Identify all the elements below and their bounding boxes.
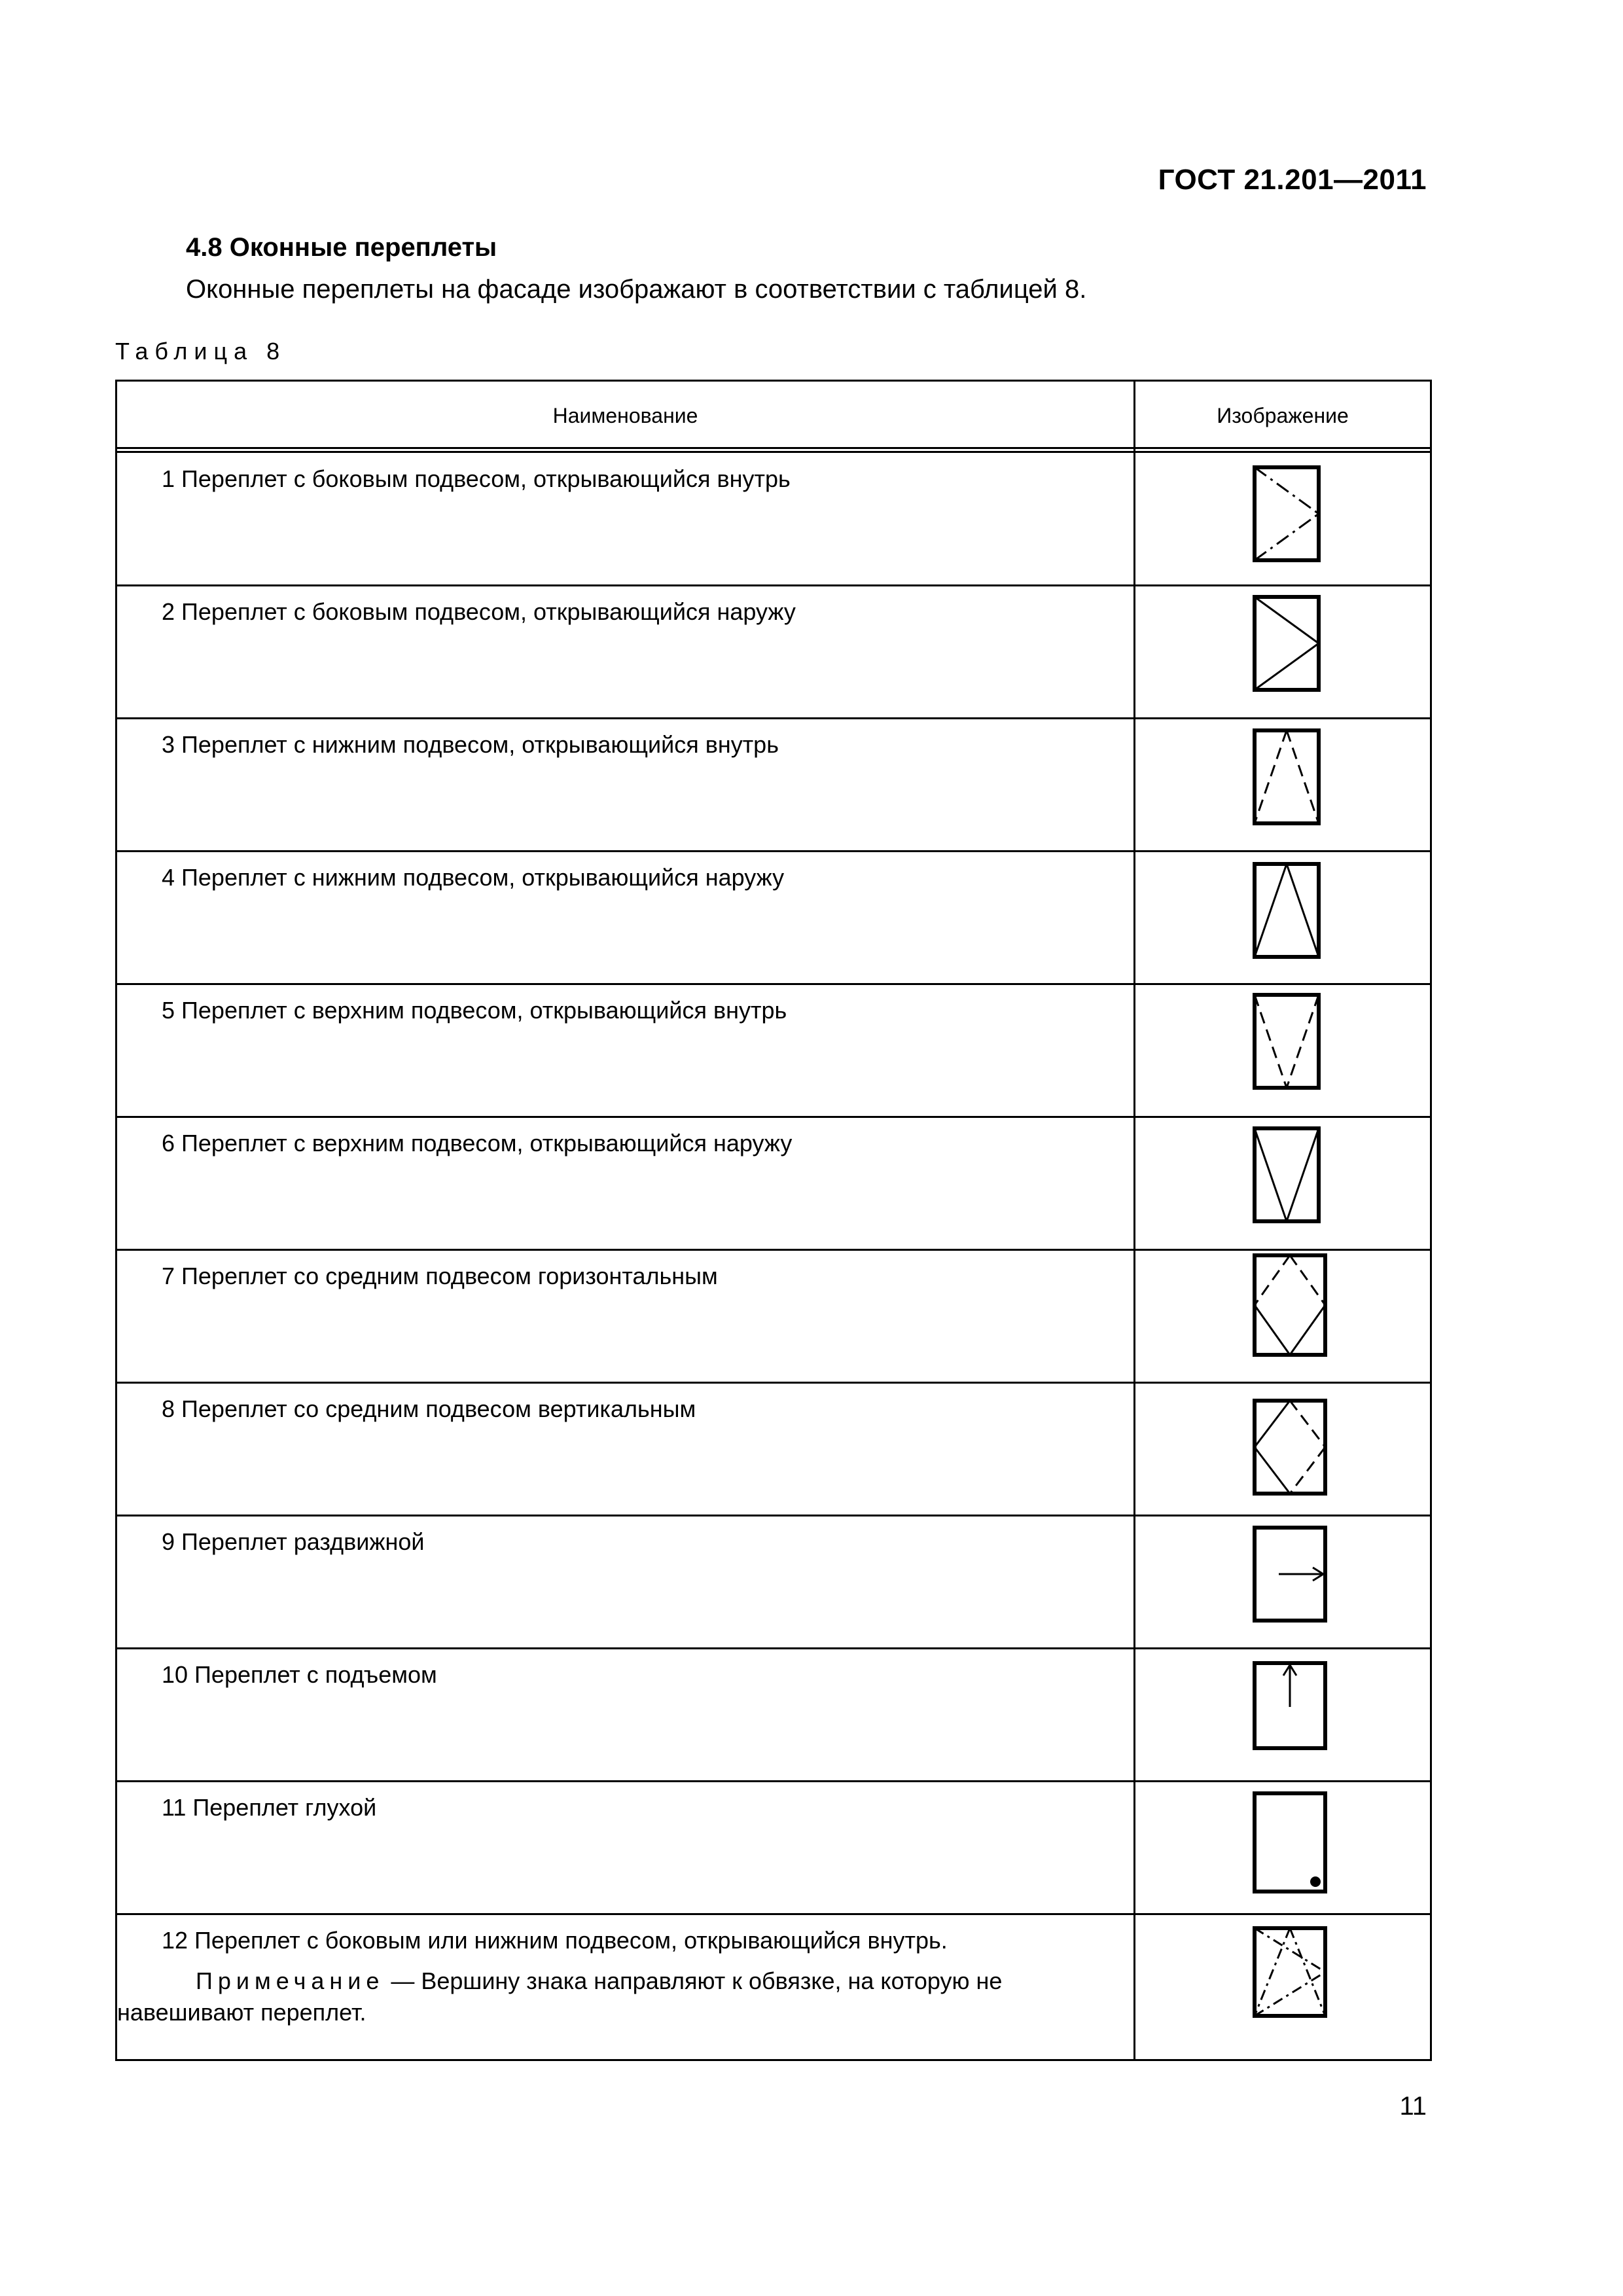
- table-row-label: 10 Переплет с подъемом: [162, 1661, 437, 1688]
- row-rule: [117, 1647, 1430, 1649]
- bottom-hung-outward-icon: [1253, 862, 1325, 960]
- table-row-label: 12 Переплет с боковым или нижним подвесом, открывающийся внутрь.: [162, 1927, 948, 1954]
- row-rule: [117, 983, 1430, 985]
- header-image: Изображение: [1217, 404, 1349, 427]
- header-rule: [117, 451, 1430, 453]
- table-row-label: 5 Переплет с верхним подвесом, открывающийся внутрь: [162, 997, 787, 1024]
- table-row-label: 6 Переплет с верхним подвесом, открывающийся наружу: [162, 1130, 793, 1157]
- center-pivot-vertical-icon: [1253, 1399, 1329, 1497]
- tilt-turn-inward-icon: [1253, 1926, 1329, 2018]
- window-sash-table: [115, 380, 1432, 2061]
- row-rule: [117, 1780, 1430, 1782]
- row-rule: [117, 584, 1430, 586]
- table-caption: Таблица 8: [115, 338, 287, 365]
- row-rule: [117, 717, 1430, 719]
- table-row-label: 3 Переплет с нижним подвесом, открывающийся внутрь: [162, 731, 779, 758]
- side-hung-outward-icon: [1253, 595, 1325, 693]
- top-hung-inward-icon: [1253, 993, 1325, 1091]
- side-hung-inward-icon: [1253, 465, 1325, 564]
- table-note: [117, 1965, 1118, 2028]
- note-label: Примечание: [196, 1967, 385, 1994]
- column-divider: [1133, 382, 1135, 2059]
- center-pivot-horizontal-icon: [1253, 1253, 1329, 1358]
- table-row-label: 8 Переплет со средним подвесом вертикальным: [162, 1395, 696, 1422]
- table-row-label: 11 Переплет глухой: [162, 1794, 377, 1821]
- table-row-label: 7 Переплет со средним подвесом горизонтальным: [162, 1263, 718, 1289]
- page-number: 11: [1399, 2092, 1427, 2121]
- table-row-label: 4 Переплет с нижним подвесом, открывающийся наружу: [162, 864, 785, 891]
- bottom-hung-inward-icon: [1253, 728, 1325, 827]
- document-code: ГОСТ 21.201—2011: [1158, 164, 1427, 196]
- table-row-label: 1 Переплет с боковым подвесом, открывающийся внутрь: [162, 465, 791, 492]
- row-rule: [117, 1913, 1430, 1915]
- row-rule: [117, 1116, 1430, 1118]
- table-row-label: 9 Переплет раздвижной: [162, 1528, 425, 1555]
- table-row-label: 2 Переплет с боковым подвесом, открывающийся наружу: [162, 598, 796, 625]
- row-rule: [117, 850, 1430, 852]
- section-intro: Оконные переплеты на фасаде изображают в соответствии с таблицей 8.: [186, 275, 1087, 304]
- row-rule: [117, 1249, 1430, 1251]
- top-hung-outward-icon: [1253, 1126, 1325, 1225]
- row-rule: [117, 1515, 1430, 1516]
- fixed-sash-icon: [1253, 1791, 1329, 1893]
- lifting-sash-icon: [1253, 1661, 1329, 1750]
- header-name: Наименование: [552, 404, 698, 427]
- note-body: — Вершину знака направляют к обвязке, на которую не навешивают переплет.: [117, 1967, 1003, 2026]
- row-rule: [117, 1382, 1430, 1384]
- header-rule: [117, 447, 1430, 449]
- sliding-sash-icon: [1253, 1526, 1329, 1624]
- section-title: 4.8 Оконные переплеты: [186, 233, 497, 262]
